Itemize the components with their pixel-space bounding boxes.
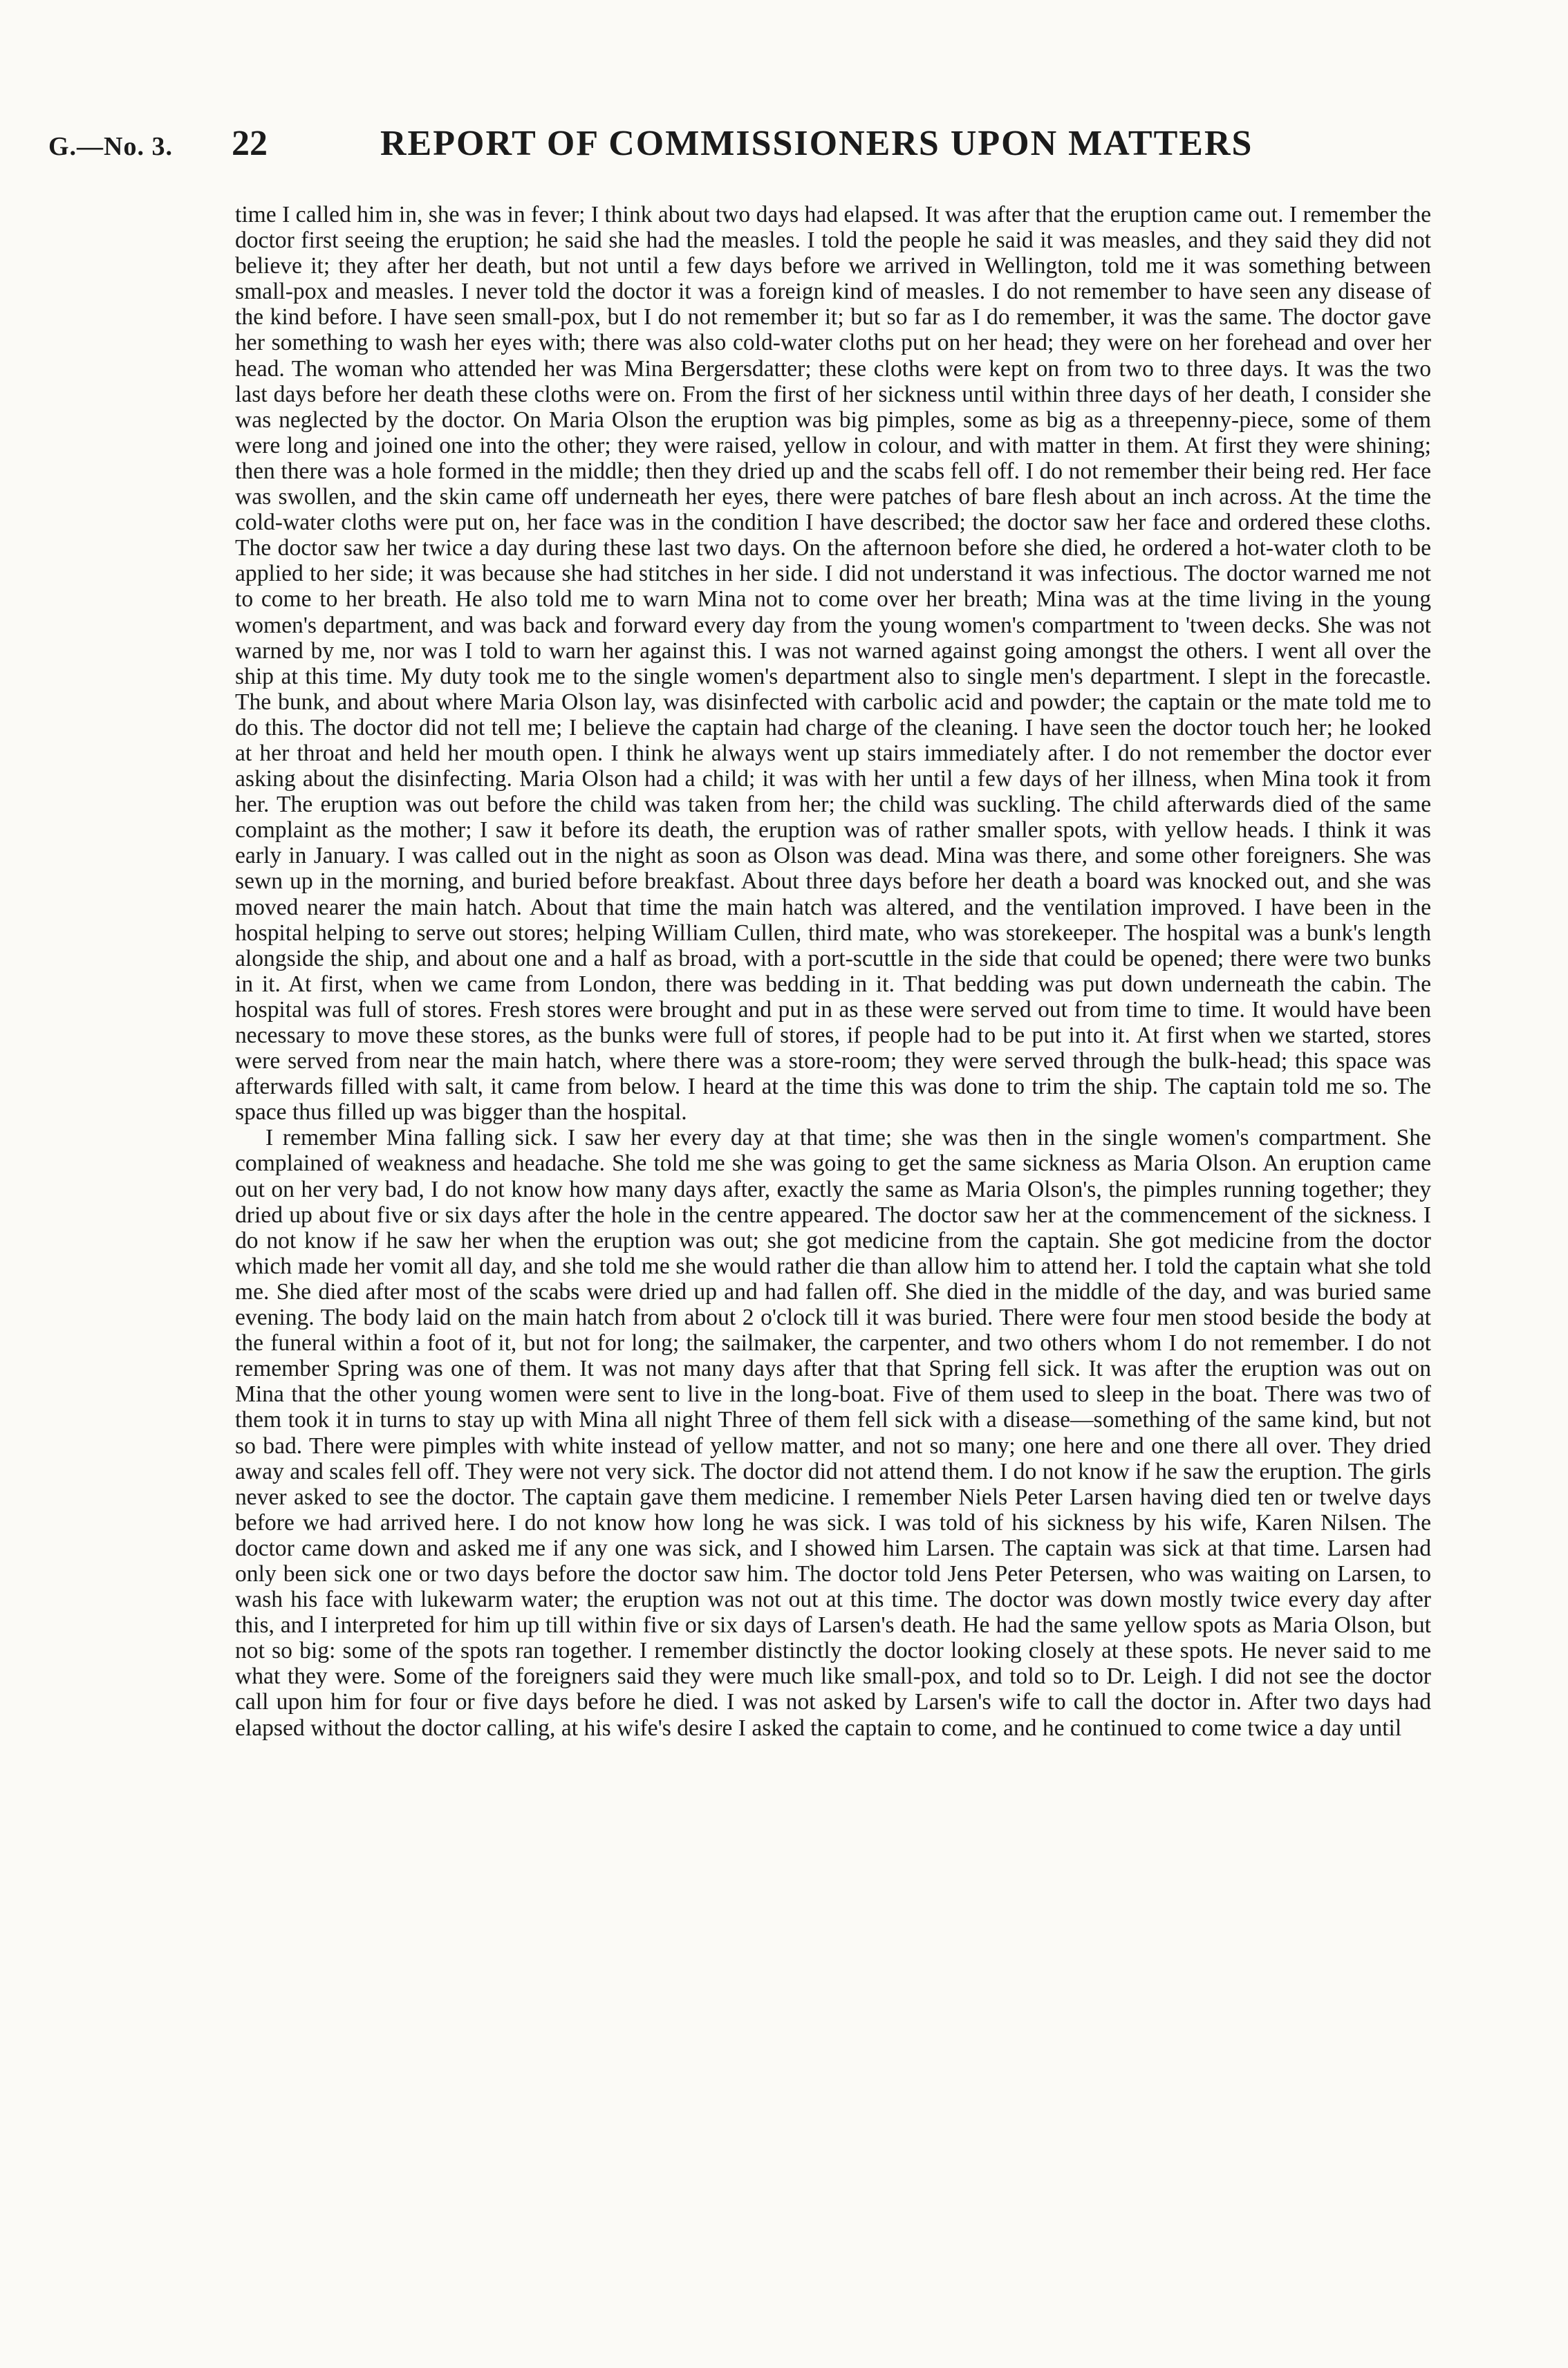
page-number: 22 xyxy=(232,124,268,163)
paragraph-1: time I called him in, she was in fever; I think about two days had elapsed. It was after that the eruption came out. I remember the doctor first seeing the eruption; he said she had the measles. I told the people he said it was measles, and they said they did not believe it; they after her death, but not until a few days before we arrived in Wellington, told me it was something between small-pox and measles. I never told the doctor it was a foreign kind of measles. I do not remember to have seen any disease of the kind before. I have seen small-pox, but I do not remember it; but so far as I do remember, it was the same. The doctor gave her something to wash her eyes with; there was also cold-water cloths put on her head; they were on her forehead and over her head. The woman who attended her was Mina Bergersdatter; these cloths were kept on from two to three days. It was the two last days before her death these cloths were on. From the first of her sickness until within three days of her death, I consider she was neglected by the doctor. On Maria Olson the eruption was big pimples, some as big as a threepenny-piece, some of them were long and joined one into the other; they were raised, yellow in colour, and with matter in them. At first they were shining; then there was a hole formed in the middle; then they dried up and the scabs fell off. I do not remember their being red. Her face was swollen, and the skin came off underneath her eyes, there were patches of bare flesh about an inch across. At the time the cold-water cloths were put on, her face was in the condition I have described; the doctor saw her face and ordered these cloths. The doctor saw her twice a day during these last two days. On the afternoon before she died, he ordered a hot-water cloth to be applied to her side; it was because she had stitches in her side. I did not understand it was infectious. The doctor warned me not to come to her breath. He also told me to warn Mina not to come over her breath; Mina was at the time living in the young women's department, and was back and forward every day from the young women's compartment to 'tween decks. She was not warned by me, nor was I told to warn her against this. I was not warned against going amongst the others. I went all over the ship at this time. My duty took me to the single women's department also to single men's department. I slept in the forecastle. The bunk, and about where Maria Olson lay, was disinfected with carbolic acid and powder; the captain or the mate told me to do this. The doctor did not tell me; I believe the captain had charge of the cleaning. I have seen the doctor touch her; he looked at her throat and held her mouth open. I think he always went up stairs immediately after. I do not remember the doctor ever asking about the disinfecting. Maria Olson had a child; it was with her until a few days of her illness, when Mina took it from her. The eruption was out before the child was taken from her; the child was suckling. The child afterwards died of the same complaint as the mother; I saw it before its death, the eruption was of rather smaller spots, with yellow heads. I think it was early in January. I was called out in the night as soon as Olson was dead. Mina was there, and some other foreigners. She was sewn up in the morning, and buried before breakfast. About three days before her death a board was knocked out, and she was moved nearer the main hatch. About that time the main hatch was altered, and the ventilation improved. I have been in the hospital helping to serve out stores; helping William Cullen, third mate, who was storekeeper. The hospital was a bunk's length alongside the ship, and about one and a half as broad, with a port-scuttle in the side that could be opened; there were two bunks in it. At first, when we came from London, there was bedding in it. That bedding was put down underneath the cabin. The hospital was full of stores. Fresh stores were brought and put in as these were served out from time to time. It would have been necessary to move these stores, as the bunks were full of stores, if people had to be put into it. At first when we started, stores were served from near the main hatch, where there was a store-room; they were served through the bulk-head; this space was afterwards filled with salt, it came from below. I heard at the time this was done to trim the ship. The captain told me so. The space thus filled up was bigger than the hospital. xyxy=(235,202,1431,1126)
running-header xyxy=(48,123,1438,171)
paragraph-2: I remember Mina falling sick. I saw her every day at that time; she was then in the single women's compartment. She complained of weakness and headache. She told me she was going to get the same sickness as Maria Olson. An eruption came out on her very bad, I do not know how many days after, exactly the same as Maria Olson's, the pimples running together; they dried up about five or six days after the hole in the centre appeared. The doctor saw her at the commencement of the sickness. I do not know if he saw her when the eruption was out; she got medicine from the captain. She got medicine from the doctor which made her vomit all day, and she told me she would rather die than allow him to attend her. I told the captain what she told me. She died after most of the scabs were dried up and had fallen off. She died in the middle of the day, and was buried same evening. The body laid on the main hatch from about 2 o'clock till it was buried. There were four men stood beside the body at the funeral within a foot of it, but not for long; the sailmaker, the carpenter, and two others whom I do not remember. I do not remember Spring was one of them. It was not many days after that that Spring fell sick. It was after the eruption was out on Mina that the other young women were sent to live in the long-boat. Five of them used to sleep in the boat. There was two of them took it in turns to stay up with Mina all night Three of them fell sick with a disease—something of the same kind, but not so bad. There were pimples with white instead of yellow matter, and not so many; one here and one there all over. They dried away and scales fell off. They were not very sick. The doctor did not attend them. I do not know if he saw the eruption. The girls never asked to see the doctor. The captain gave them medicine. I remember Niels Peter Larsen having died ten or twelve days before we had arrived here. I do not know how long he was sick. I was told of his sickness by his wife, Karen Nilsen. The doctor came down and asked me if any one was sick, and I showed him Larsen. The captain was sick at that time. Larsen had only been sick one or two days before the doctor saw him. The doctor told Jens Peter Petersen, who was waiting on Larsen, to wash his face with lukewarm water; the eruption was not out at this time. The doctor was down mostly twice every day after this, and I interpreted for him up till within five or six days of Larsen's death. He had the same yellow spots as Maria Olson, but not so big: some of the spots ran together. I remember distinctly the doctor looking closely at these spots. He never said to me what they were. Some of the foreigners said they were much like small-pox, and told so to Dr. Leigh. I did not see the doctor call upon him for four or five days before he died. I was not asked by Larsen's wife to call the doctor in. After two days had elapsed without the doctor calling, at his wife's desire I asked the captain to come, and he continued to come twice a day until xyxy=(235,1125,1431,1741)
page-title: REPORT OF COMMISSIONERS UPON MATTERS xyxy=(380,124,1253,163)
body-text xyxy=(235,202,1431,2331)
document-reference: G.—No. 3. xyxy=(48,132,173,161)
